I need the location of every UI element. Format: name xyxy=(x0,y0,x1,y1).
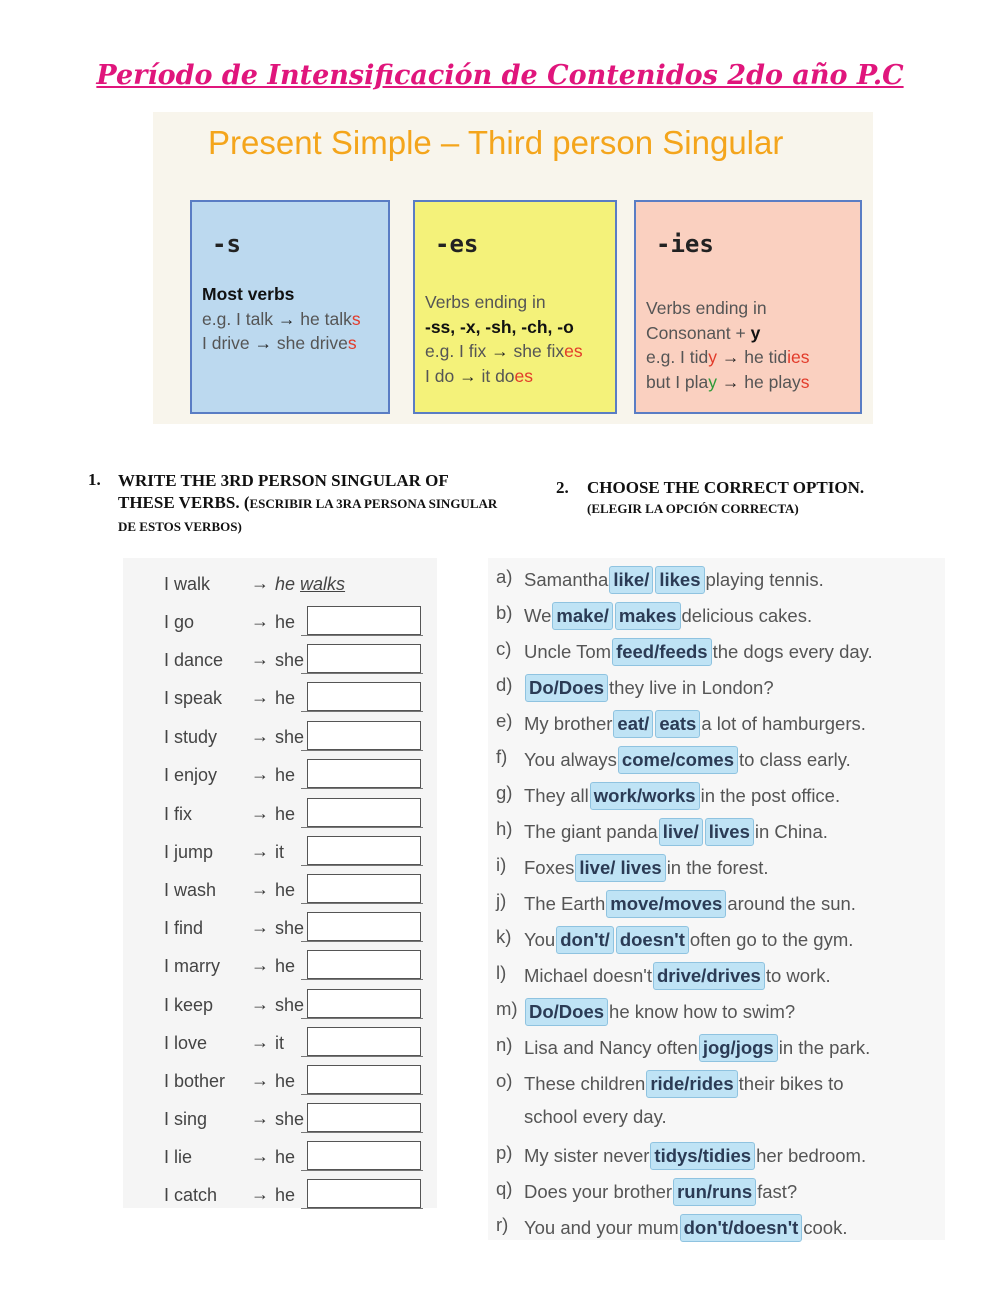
answer-input[interactable] xyxy=(307,1027,421,1056)
pronoun-label: he xyxy=(275,956,296,976)
sentence-row xyxy=(488,776,945,810)
verb-label: I go xyxy=(164,612,195,632)
answer-input[interactable] xyxy=(307,682,421,711)
answer-underline xyxy=(301,1208,423,1209)
pronoun-label: it xyxy=(275,842,284,862)
option-choice[interactable]: eats xyxy=(655,710,700,738)
sentence-text: The Earth move/moves around the sun. xyxy=(524,890,856,918)
answer-underline xyxy=(301,941,423,942)
arrow-icon: → xyxy=(251,803,269,823)
verb-row xyxy=(123,643,437,681)
sentence-text: Foxes live/ lives in the forest. xyxy=(524,854,769,882)
pronoun-label: it xyxy=(275,1033,284,1053)
arrow-icon: → xyxy=(721,371,740,392)
rule-example: but I play → he plays xyxy=(646,371,810,392)
option-choice[interactable]: Do/Does xyxy=(525,674,608,702)
sentence-row xyxy=(488,1064,945,1098)
sentence-text: Michael doesn't drive/drives to work. xyxy=(524,962,831,990)
suffix-label: -ies xyxy=(656,230,714,258)
verb-label: I dance xyxy=(164,650,224,670)
sentence-text: Does your brother run/runs fast? xyxy=(524,1178,797,1206)
item-letter: n) xyxy=(496,1034,513,1055)
sentence-row xyxy=(488,992,945,1026)
page-title: Período de Intensificación de Contenidos 2do año P.C xyxy=(96,60,904,91)
item-letter: i) xyxy=(496,854,507,875)
example-answer: he walks xyxy=(275,574,346,594)
item-letter: c) xyxy=(496,638,512,659)
verb-row xyxy=(123,797,437,835)
sentence-row xyxy=(488,1136,945,1170)
arrow-icon: → xyxy=(251,649,269,669)
rule-box-es xyxy=(413,200,617,414)
arrow-icon: → xyxy=(251,726,269,746)
sentence-row xyxy=(488,632,945,666)
grammar-banner xyxy=(153,112,873,424)
verb-row xyxy=(123,835,437,873)
answer-underline xyxy=(301,903,423,904)
answer-input[interactable] xyxy=(307,874,421,903)
exercise-1-number: 1. xyxy=(88,470,101,489)
option-choice[interactable]: like/ xyxy=(609,566,653,594)
answer-underline xyxy=(301,635,423,636)
rule-example: e.g. I talk → he talks xyxy=(202,308,361,329)
sentence-text: Lisa and Nancy often jog/jogs in the park. xyxy=(524,1034,870,1062)
item-letter: a) xyxy=(496,566,513,587)
verb-row xyxy=(123,1064,437,1102)
verb-row xyxy=(123,605,437,643)
sentence-text: Uncle Tom feed/feeds the dogs every day. xyxy=(524,638,873,666)
sentence-row xyxy=(488,848,945,882)
sentence-row xyxy=(488,560,945,594)
sentence-row xyxy=(488,740,945,774)
item-letter: f) xyxy=(496,746,508,767)
rule-text xyxy=(202,282,361,356)
item-letter: k) xyxy=(496,926,512,947)
arrow-icon: → xyxy=(251,879,269,899)
answer-underline xyxy=(301,979,423,980)
option-choice[interactable]: run/runs xyxy=(673,1178,756,1206)
verb-row xyxy=(123,1026,437,1064)
rule-example: I drive → she drives xyxy=(202,333,357,353)
verb-label: I bother xyxy=(164,1071,226,1091)
pronoun-label: he xyxy=(275,1185,296,1205)
answer-underline xyxy=(301,827,423,828)
answer-underline xyxy=(301,865,423,866)
option-choice[interactable]: jog/jogs xyxy=(699,1034,778,1062)
pronoun-label: he xyxy=(275,804,296,824)
sentence-text: You always come/comes to class early. xyxy=(524,746,851,774)
sentence-row xyxy=(488,1208,945,1242)
example-row xyxy=(123,567,437,605)
item-letter: b) xyxy=(496,602,513,623)
sentence-row xyxy=(488,704,945,738)
item-letter: h) xyxy=(496,818,513,839)
option-choice[interactable]: live/ lives xyxy=(575,854,665,882)
verb-label: I love xyxy=(164,1033,208,1053)
verb-label: I speak xyxy=(164,688,223,708)
verb-label: I keep xyxy=(164,995,214,1015)
verb-row xyxy=(123,720,437,758)
exercise-2-subheading: (ELEGIR LA OPCIÓN CORRECTA) xyxy=(587,501,799,516)
answer-input[interactable] xyxy=(307,1103,421,1132)
sentence-row xyxy=(488,956,945,990)
verb-label: I find xyxy=(164,918,204,938)
arrow-icon: → xyxy=(251,1108,269,1128)
pronoun-label: he xyxy=(275,880,296,900)
sentence-text: You and your mum don't/doesn't cook. xyxy=(524,1214,847,1242)
verb-row xyxy=(123,1178,437,1216)
verb-row xyxy=(123,758,437,796)
arrow-icon: → xyxy=(491,341,509,361)
answer-underline xyxy=(301,750,423,751)
suffix-label: -es xyxy=(435,230,479,258)
answer-input[interactable] xyxy=(307,950,421,979)
arrow-icon: → xyxy=(251,917,269,937)
item-letter: q) xyxy=(496,1178,513,1199)
verb-row xyxy=(123,1140,437,1178)
option-choice[interactable]: lives xyxy=(705,818,754,846)
sentence-text: Do/Does he know how to swim? xyxy=(524,998,795,1026)
arrow-icon: → xyxy=(721,347,740,367)
pronoun-label: she xyxy=(275,918,305,938)
answer-input[interactable] xyxy=(307,798,421,827)
pronoun-label: he xyxy=(275,612,296,632)
option-choice[interactable]: don't/ xyxy=(556,926,614,954)
option-choice[interactable]: likes xyxy=(655,566,704,594)
arrow-icon: → xyxy=(459,365,477,386)
pronoun-label: she xyxy=(275,995,305,1015)
pronoun-label: she xyxy=(275,727,305,747)
answer-input[interactable] xyxy=(307,1141,421,1170)
item-letter: g) xyxy=(496,782,513,803)
arrow-icon: → xyxy=(277,308,296,329)
sentence-text: They all work/works in the post office. xyxy=(524,782,840,810)
sentence-text: school every day. xyxy=(524,1106,667,1127)
choose-option-panel xyxy=(488,558,945,1240)
verb-label: I sing xyxy=(164,1109,208,1129)
sentence-row xyxy=(488,596,945,630)
verb-label: I lie xyxy=(164,1147,193,1167)
answer-input[interactable] xyxy=(307,1179,421,1208)
rule-box-ies xyxy=(634,200,862,414)
verb-label: I catch xyxy=(164,1185,218,1205)
verb-label: I marry xyxy=(164,956,220,976)
answer-underline xyxy=(301,1018,423,1019)
verb-row xyxy=(123,911,437,949)
exercise-2-number: 2. xyxy=(556,478,569,497)
verb-label: I walk xyxy=(164,574,211,594)
rule-line: Verbs ending in xyxy=(646,298,767,318)
answer-underline xyxy=(301,1056,423,1057)
option-choice[interactable]: drive/drives xyxy=(653,962,765,990)
answer-input[interactable] xyxy=(307,989,421,1018)
verb-row xyxy=(123,873,437,911)
answer-input[interactable] xyxy=(307,721,421,750)
arrow-icon: → xyxy=(251,1184,269,1204)
rule-line: -ss, -x, -sh, -ch, -o xyxy=(425,316,574,337)
answer-underline xyxy=(301,673,423,674)
answer-input[interactable] xyxy=(307,1065,421,1094)
rule-example: e.g. I tidy → he tidies xyxy=(646,347,810,367)
sentence-row xyxy=(488,1172,945,1206)
sentence-row xyxy=(488,1100,945,1134)
sentence-text: These children ride/rides their bikes to xyxy=(524,1070,844,1098)
answer-underline xyxy=(301,1170,423,1171)
pronoun-label: he xyxy=(275,765,296,785)
item-letter: p) xyxy=(496,1142,513,1163)
rule-line: Verbs ending in xyxy=(425,292,546,312)
verb-label: I fix xyxy=(164,804,193,824)
sentence-row xyxy=(488,812,945,846)
arrow-icon: → xyxy=(251,1070,269,1090)
sentence-text: Samantha like/ likes playing tennis. xyxy=(524,566,824,594)
answer-underline xyxy=(301,1094,423,1095)
verb-label: I enjoy xyxy=(164,765,218,785)
item-letter: o) xyxy=(496,1070,513,1091)
item-letter: j) xyxy=(496,890,507,911)
exercise-1-heading: WRITE THE 3RD PERSON SINGULAR OF THESE VERBS. (ESCRIBIR LA 3RA PERSONA SINGULAR DE ESTOS VERBOS) xyxy=(118,471,498,534)
pronoun-label: she xyxy=(275,650,305,670)
sentence-text: We make/ makes delicious cakes. xyxy=(524,602,812,630)
answer-input[interactable] xyxy=(307,912,421,941)
rule-text xyxy=(646,296,809,394)
sentence-row xyxy=(488,1028,945,1062)
suffix-label: -s xyxy=(212,230,241,258)
arrow-icon: → xyxy=(251,841,269,861)
arrow-icon: → xyxy=(251,764,269,784)
verb-label: I study xyxy=(164,727,218,747)
option-choice[interactable]: eat/ xyxy=(613,710,653,738)
sentence-row xyxy=(488,884,945,918)
pronoun-label: he xyxy=(275,1071,296,1091)
option-choice[interactable]: tidys/tidies xyxy=(650,1142,755,1170)
verb-row xyxy=(123,681,437,719)
arrow-icon: → xyxy=(251,955,269,975)
item-letter: e) xyxy=(496,710,513,731)
rule-example: e.g. I fix → she fixes xyxy=(425,341,583,361)
rule-line: Consonant + y xyxy=(646,322,761,343)
option-choice[interactable]: come/comes xyxy=(618,746,738,774)
verb-row xyxy=(123,988,437,1026)
option-choice[interactable]: doesn't xyxy=(616,926,689,954)
verb-label: I jump xyxy=(164,842,214,862)
arrow-icon: → xyxy=(251,1146,269,1166)
arrow-icon: → xyxy=(251,573,269,593)
option-choice[interactable]: work/works xyxy=(590,782,700,810)
exercise-2-heading: CHOOSE THE CORRECT OPTION. xyxy=(587,478,865,497)
answer-input[interactable] xyxy=(307,836,421,865)
answer-underline xyxy=(301,711,423,712)
rule-line: Most verbs xyxy=(202,284,295,304)
verb-row xyxy=(123,949,437,987)
rule-box-s xyxy=(190,200,390,414)
rule-text xyxy=(425,290,583,388)
item-letter: r) xyxy=(496,1214,509,1235)
option-choice[interactable]: don't/doesn't xyxy=(680,1214,803,1242)
option-choice[interactable]: makes xyxy=(615,602,681,630)
answer-input[interactable] xyxy=(307,759,421,788)
sentence-text: You don't/ doesn't often go to the gym. xyxy=(524,926,853,954)
answer-underline xyxy=(301,788,423,789)
sentence-row xyxy=(488,668,945,702)
answer-input[interactable] xyxy=(307,606,421,635)
arrow-icon: → xyxy=(251,611,269,631)
verb-list-panel xyxy=(123,558,437,1208)
option-choice[interactable]: Do/Does xyxy=(525,998,608,1026)
option-choice[interactable]: make/ xyxy=(552,602,612,630)
pronoun-label: he xyxy=(275,688,296,708)
option-choice[interactable]: feed/feeds xyxy=(612,638,712,666)
option-choice[interactable]: live/ xyxy=(659,818,703,846)
answer-input[interactable] xyxy=(307,644,421,673)
banner-title: Present Simple – Third person Singular xyxy=(208,124,784,161)
item-letter: d) xyxy=(496,674,513,695)
arrow-icon: → xyxy=(251,1032,269,1052)
arrow-icon: → xyxy=(254,333,273,353)
option-choice[interactable]: ride/rides xyxy=(646,1070,737,1098)
arrow-icon: → xyxy=(251,687,269,707)
verb-label: I wash xyxy=(164,880,217,900)
item-letter: l) xyxy=(496,962,507,983)
sentence-text: Do/Does they live in London? xyxy=(524,674,774,702)
sentence-text: The giant panda live/ lives in China. xyxy=(524,818,828,846)
sentence-text: My brother eat/ eats a lot of hamburgers. xyxy=(524,710,866,738)
pronoun-label: she xyxy=(275,1109,305,1129)
option-choice[interactable]: move/moves xyxy=(606,890,726,918)
sentence-row xyxy=(488,920,945,954)
pronoun-label: he xyxy=(275,1147,296,1167)
answer-underline xyxy=(301,1132,423,1133)
verb-row xyxy=(123,1102,437,1140)
arrow-icon: → xyxy=(251,994,269,1014)
sentence-text: My sister never tidys/tidies her bedroom. xyxy=(524,1142,866,1170)
rule-example: I do → it does xyxy=(425,365,534,386)
item-letter: m) xyxy=(496,998,518,1019)
